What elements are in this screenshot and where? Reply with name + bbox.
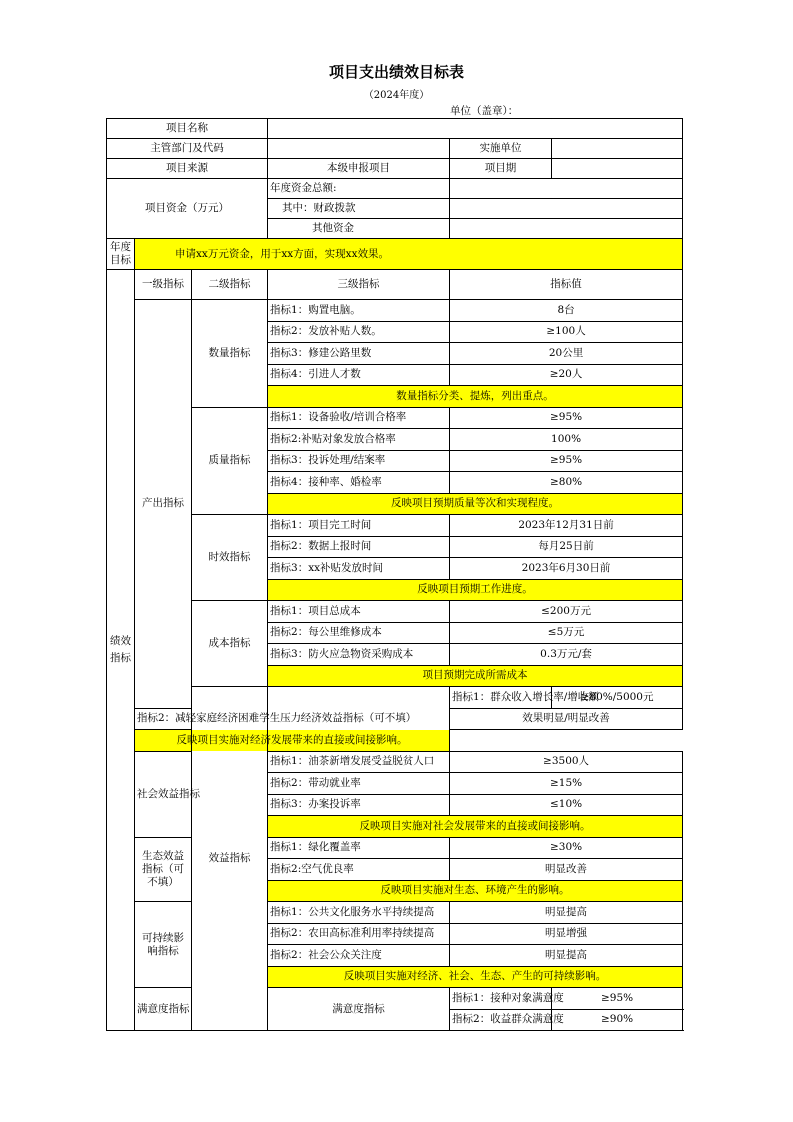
satisfaction-sub-label: 满意度指标 [268, 988, 450, 1031]
ecological-indicators-label: 生态效益指标（可不填） [135, 837, 192, 902]
funds-total-value[interactable] [450, 179, 683, 199]
col-header-level3: 三级指标 [268, 270, 450, 300]
indicator-value: ≥95% [450, 407, 683, 429]
indicator-name: 指标1：接种对象满意度 [450, 988, 552, 1010]
indicator-name: 指标4：引进人才数 [268, 364, 450, 386]
indicator-value: 2023年12月31日前 [450, 515, 683, 537]
timeliness-indicators-label: 时效指标 [192, 515, 268, 601]
sustainable-note: 反映项目实施对经济、社会、生态、产生的可持续影响。 [268, 966, 683, 988]
indicator-value: ≥90% [552, 1009, 683, 1031]
indicator-name: 指标1：群众收入增长率/增收额 [450, 687, 552, 709]
project-name-label: 项目名称 [107, 119, 268, 139]
indicator-value: ≥95% [552, 988, 683, 1010]
indicator-value: 0.3万元/套 [450, 644, 683, 666]
sustainable-indicators-label: 可持续影响指标 [135, 902, 192, 988]
timeliness-note: 反映项目预期工作进度。 [268, 579, 683, 601]
indicator-name: 指标2：数据上报时间 [268, 536, 450, 558]
funds-fiscal-label: 其中：财政拨款 [268, 199, 450, 219]
satisfaction-indicators-label: 满意度指标 [135, 988, 192, 1031]
funds-other-value[interactable] [450, 219, 683, 239]
dept-value[interactable] [268, 139, 450, 159]
indicator-name: 指标1：设备验收/培训合格率 [268, 407, 450, 429]
indicator-name: 指标2：带动就业率 [268, 773, 450, 795]
indicator-value: ≥3500人 [450, 751, 683, 773]
indicator-value: 明显增强 [450, 923, 683, 945]
ecological-note: 反映项目实施对生态、环境产生的影响。 [268, 880, 683, 902]
funds-total-label: 年度资金总额: [268, 179, 450, 199]
cost-indicators-label: 成本指标 [192, 601, 268, 687]
indicator-value: ≥95% [450, 450, 683, 472]
funds-fiscal-value[interactable] [450, 199, 683, 219]
perf-indicators-label: 绩效指标 [107, 270, 135, 1031]
indicator-name: 指标2：农田高标准利用率持续提高 [268, 923, 450, 945]
social-indicators-label: 社会效益指标 [135, 751, 192, 837]
indicator-name: 指标1：绿化覆盖率 [268, 837, 450, 859]
social-note: 反映项目实施对社会发展带来的直接或间接影响。 [268, 816, 683, 838]
annual-goal-label: 年度目标 [107, 239, 135, 270]
project-name-value[interactable] [268, 119, 683, 139]
economic-note: 反映项目实施对经济发展带来的直接或间接影响。 [135, 730, 450, 752]
source-value: 本级申报项目 [268, 159, 450, 179]
col-header-value: 指标值 [450, 270, 683, 300]
indicator-value: 明显改善 [450, 859, 683, 881]
indicator-name: 指标2：减轻家庭经济困难学生压力 [135, 708, 192, 730]
source-label: 项目来源 [107, 159, 268, 179]
quantity-indicators-label: 数量指标 [192, 300, 268, 408]
indicator-name: 指标3：防火应急物资采购成本 [268, 644, 450, 666]
indicator-name: 指标1：项目总成本 [268, 601, 450, 623]
col-header-level2: 二级指标 [192, 270, 268, 300]
quality-indicators-label: 质量指标 [192, 407, 268, 515]
indicator-value: 明显提高 [450, 945, 683, 967]
indicator-value: 效果明显/明显改善 [450, 708, 683, 730]
indicator-name: 指标1：项目完工时间 [268, 515, 450, 537]
impl-unit-value[interactable] [552, 139, 683, 159]
performance-goal-table [106, 118, 683, 1031]
indicator-name: 指标1：油茶新增发展受益脱贫人口 [268, 751, 450, 773]
indicator-value: ≤5万元 [450, 622, 683, 644]
indicator-name: 指标2：发放补贴人数。 [268, 321, 450, 343]
indicator-name: 指标1：购置电脑。 [268, 300, 450, 322]
indicator-value: ≤10% [450, 794, 683, 816]
indicator-value: ≥100人 [450, 321, 683, 343]
page-title: 项目支出绩效目标表 [328, 63, 464, 81]
indicator-name: 指标2：每公里维修成本 [268, 622, 450, 644]
indicator-value: 明显提高 [450, 902, 683, 924]
benefit-indicators-label: 效益指标 [192, 687, 268, 1031]
report-year: （2024年度） [363, 90, 430, 101]
indicator-name: 指标2：收益群众满意度 [450, 1009, 552, 1031]
indicator-value: ≥80%/5000元 [552, 687, 683, 709]
indicator-value: 20公里 [450, 343, 683, 365]
indicator-name: 指标3：办案投诉率 [268, 794, 450, 816]
indicator-name: 指标2:补贴对象发放合格率 [268, 429, 450, 451]
indicator-value: ≥30% [450, 837, 683, 859]
indicator-name: 指标3：投诉处理/结案率 [268, 450, 450, 472]
indicator-name: 指标2:空气优良率 [268, 859, 450, 881]
quality-note: 反映项目预期质量等次和实现程度。 [268, 493, 683, 515]
period-label: 项目期 [450, 159, 552, 179]
indicator-value: 100% [450, 429, 683, 451]
output-indicators-label: 产出指标 [135, 300, 192, 709]
indicator-name: 指标1：公共文化服务水平持续提高 [268, 902, 450, 924]
funds-label: 项目资金（万元） [107, 179, 268, 239]
impl-unit-label: 实施单位 [450, 139, 552, 159]
indicator-name: 指标3：xx补贴发放时间 [268, 558, 450, 580]
cost-note: 项目预期完成所需成本 [268, 665, 683, 687]
indicator-name: 指标3：修建公路里数 [268, 343, 450, 365]
indicator-value: 2023年6月30日前 [450, 558, 683, 580]
annual-goal-text: 申请xx万元资金，用于xx方面，实现xx效果。 [135, 239, 683, 270]
indicator-value: 8台 [450, 300, 683, 322]
indicator-name: 指标4：接种率、婚检率 [268, 472, 450, 494]
indicator-value: ≤200万元 [450, 601, 683, 623]
indicator-value: ≥80% [450, 472, 683, 494]
indicator-value: ≥20人 [450, 364, 683, 386]
col-header-level1: 一级指标 [135, 270, 192, 300]
period-value[interactable] [552, 159, 683, 179]
unit-seal-label: 单位（盖章）： [450, 105, 519, 117]
indicator-value: ≥15% [450, 773, 683, 795]
funds-other-label: 其他资金 [268, 219, 450, 239]
dept-label: 主管部门及代码 [107, 139, 268, 159]
indicator-value: 每月25日前 [450, 536, 683, 558]
indicator-name: 指标2：社会公众关注度 [268, 945, 450, 967]
economic-indicators-label: 经济效益指标（可不填） [268, 687, 450, 752]
quantity-note: 数量指标分类、提炼，列出重点。 [268, 386, 683, 408]
